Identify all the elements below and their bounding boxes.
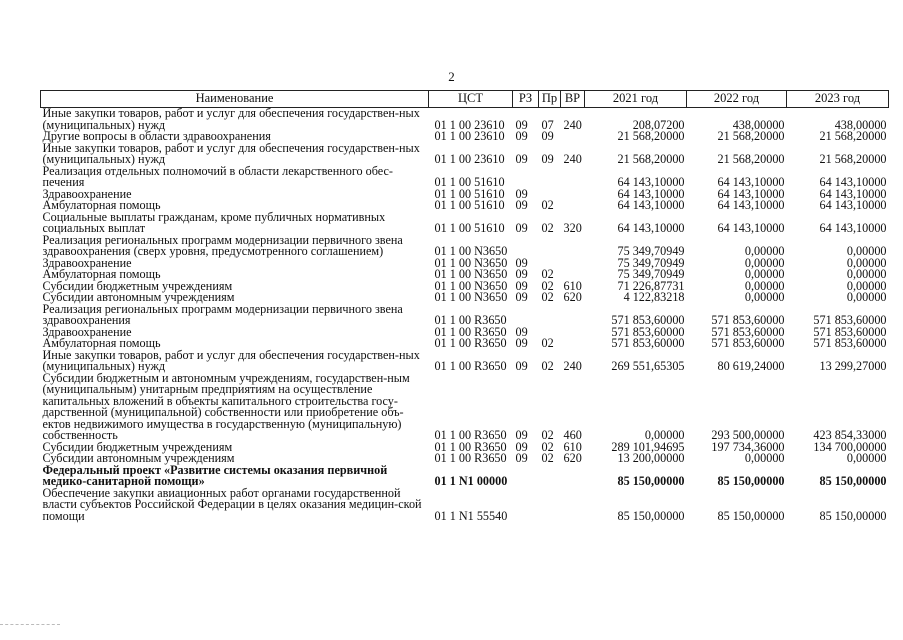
cell-y2023: 571 853,60000: [813, 313, 887, 327]
cell-vr: 620: [563, 290, 582, 304]
header-cst: ЦСТ: [429, 91, 513, 108]
cell-y2022: 0,00000: [744, 244, 785, 258]
cell-y2021: 21 568,20000: [617, 129, 685, 143]
cell-pr: [539, 465, 561, 488]
cell-vr: [561, 488, 585, 523]
cell-pr: 09: [541, 152, 554, 166]
cell-y2023: 64 143,10000: [819, 198, 887, 212]
cell-y2021: 75 349,70949: [617, 267, 685, 281]
cell-y2023: 438,00000: [834, 117, 887, 132]
cell-pr: 02: [541, 336, 554, 350]
cell-cst: 01 1 00 N3650: [434, 267, 508, 281]
page-edge-mark: [0, 624, 60, 625]
cell-vr: 460: [563, 428, 582, 442]
budget-table: [40, 90, 889, 522]
cell-vr: [561, 189, 585, 201]
cell-rz: 09: [515, 129, 528, 143]
cell-y2022: 85 150,00000: [717, 508, 785, 523]
cell-rz: 09: [515, 451, 528, 465]
cell-rz: [513, 235, 539, 258]
cell-y2021: 64 143,10000: [617, 221, 685, 235]
cell-cst: 01 1 00 R3650: [434, 336, 507, 350]
cell-y2021: 21 568,20000: [617, 152, 685, 166]
cell-y2023: 64 143,10000: [819, 175, 887, 189]
cell-y2022: 571 853,60000: [711, 336, 785, 350]
cell-rz: 09: [515, 186, 528, 201]
cell-y2021: 289 101,94695: [611, 439, 685, 454]
cell-y2023: 571 853,60000: [813, 324, 887, 339]
cell-y2022: 197 734,36000: [711, 439, 785, 454]
table-row: [41, 373, 889, 442]
cell-rz: 09: [515, 324, 528, 339]
cell-rz: 09: [515, 117, 528, 132]
cell-cst: 01 1 00 R3650: [434, 428, 507, 442]
cell-name: Реализация региональных программ модернизации первичного звена здравоохранения (сверх уровня, предусмотренного соглашением): [42, 232, 403, 258]
cell-cst: 01 1 00 R3650: [434, 451, 507, 465]
cell-cst: 01 1 00 N3650: [434, 290, 508, 304]
cell-y2021: 269 551,65305: [611, 359, 685, 373]
cell-y2023: 423 854,33000: [813, 428, 887, 442]
cell-rz: [513, 465, 539, 488]
cell-cst: 01 1 00 R3650: [434, 324, 507, 339]
cell-rz: 09: [515, 359, 528, 373]
cell-pr: 02: [541, 439, 554, 454]
cell-y2023: 13 299,27000: [819, 359, 887, 373]
header-rz: РЗ: [513, 91, 539, 108]
cell-name: Здравоохранение: [42, 255, 132, 270]
table-row: [41, 143, 889, 166]
cell-y2021: 64 143,10000: [617, 175, 685, 189]
cell-cst: 01 1 00 51610: [434, 175, 505, 189]
cell-y2021: 208,07200: [632, 117, 685, 132]
cell-y2023: 0,00000: [846, 278, 887, 293]
cell-y2023: 0,00000: [846, 267, 887, 281]
cell-y2023: 0,00000: [846, 244, 887, 258]
cell-vr: [561, 465, 585, 488]
cell-name: Иные закупки товаров, работ и услуг для обеспечения государствен-ных (муниципальных) нужд: [42, 140, 420, 166]
cell-name: Субсидии автономным учреждениям: [42, 451, 235, 465]
cell-cst: 01 1 00 R3650: [434, 313, 507, 327]
cell-name: Реализация отдельных полномочий в области лекарственного обес-печения: [42, 163, 393, 189]
page-number: 2: [448, 69, 455, 84]
cell-cst: 01 1 00 51610: [434, 186, 505, 201]
cell-rz: 09: [515, 198, 528, 212]
cell-name: Здравоохранение: [42, 186, 132, 201]
cell-y2023: 0,00000: [846, 290, 887, 304]
cell-vr: [561, 166, 585, 189]
cell-y2023: 21 568,20000: [819, 129, 887, 143]
cell-y2021: 13 200,00000: [617, 451, 685, 465]
cell-name: Социальные выплаты гражданам, кроме публичных нормативных социальных выплат: [42, 209, 386, 235]
cell-cst: 01 1 N1 00000: [434, 474, 508, 488]
cell-vr: [561, 131, 585, 143]
table-body: [41, 108, 889, 523]
cell-y2022: 0,00000: [744, 278, 785, 293]
cell-y2021: 4 122,83218: [623, 290, 685, 304]
cell-rz: 09: [515, 152, 528, 166]
cell-vr: 610: [563, 439, 582, 454]
cell-cst: 01 1 00 23610: [434, 152, 505, 166]
cell-cst: 01 1 00 R3650: [434, 439, 507, 454]
cell-name: Реализация региональных программ модернизации первичного звена здравоохранения: [42, 301, 403, 327]
cell-vr: 610: [563, 278, 582, 293]
cell-y2021: 571 853,60000: [611, 324, 685, 339]
cell-y2022: 64 143,10000: [717, 198, 785, 212]
cell-y2021: 85 150,00000: [617, 508, 685, 523]
cell-vr: 620: [563, 451, 582, 465]
cell-vr: 320: [563, 221, 582, 235]
cell-cst: 01 1 00 51610: [434, 198, 505, 212]
cell-y2023: 85 150,00000: [819, 508, 887, 523]
cell-vr: 240: [563, 359, 582, 373]
cell-y2023: 0,00000: [846, 451, 887, 465]
cell-rz: 09: [515, 278, 528, 293]
cell-y2022: 64 143,10000: [717, 221, 785, 235]
cell-pr: 02: [541, 198, 554, 212]
table-row: [41, 108, 889, 132]
cell-y2022: 571 853,60000: [711, 324, 785, 339]
header-name: Наименование: [41, 91, 429, 108]
cell-pr: 02: [541, 278, 554, 293]
cell-vr: [561, 327, 585, 339]
cell-y2023: 64 143,10000: [819, 221, 887, 235]
cell-rz: 09: [515, 290, 528, 304]
cell-rz: [513, 304, 539, 327]
table-row: [41, 465, 889, 488]
cell-name: Другие вопросы в области здравоохранения: [42, 129, 271, 143]
cell-rz: [513, 488, 539, 523]
table-row: [41, 304, 889, 327]
cell-name: Иные закупки товаров, работ и услуг для обеспечения государствен-ных (муниципальных) нужд: [42, 106, 420, 132]
cell-y2021: 571 853,60000: [611, 336, 685, 350]
cell-pr: 02: [541, 267, 554, 281]
cell-vr: [561, 304, 585, 327]
cell-pr: [539, 304, 561, 327]
cell-y2022: 85 150,00000: [717, 474, 785, 488]
cell-pr: 07: [541, 117, 554, 132]
cell-cst: 01 1 00 N3650: [434, 255, 508, 270]
table-row: [41, 488, 889, 523]
table-header: [41, 91, 889, 108]
cell-y2021: 64 143,10000: [617, 198, 685, 212]
cell-y2021: 71 226,87731: [617, 278, 685, 293]
cell-y2021: 85 150,00000: [617, 474, 685, 488]
cell-name: Субсидии бюджетным учреждениям: [42, 278, 233, 293]
cell-y2022: 293 500,00000: [711, 428, 785, 442]
cell-pr: 09: [541, 129, 554, 143]
cell-y2021: 75 349,70949: [617, 244, 685, 258]
cell-cst: 01 1 00 23610: [434, 117, 505, 132]
cell-name: Субсидии автономным учреждениям: [42, 290, 235, 304]
cell-vr: [561, 258, 585, 270]
cell-name: Субсидии бюджетным и автономным учреждениям, государствен-ным (муниципальным) унитарным предприятиям на осуществление капитальных вложений в объекты капитального строительства госу-дарственной (муниципальной) собственности или приобретение объ-ектов недвижимого имущества в государственную (муниципальную) собственность: [42, 370, 410, 442]
cell-pr: [539, 166, 561, 189]
cell-y2022: 64 143,10000: [717, 175, 785, 189]
cell-rz: 09: [515, 428, 528, 442]
cell-cst: 01 1 00 N3650: [434, 278, 508, 293]
cell-name: Обеспечение закупки авиационных работ органами государственной власти субъектов Российской Федерации в целях оказания медицин-ской помощи: [42, 485, 422, 523]
cell-rz: 09: [515, 439, 528, 454]
cell-rz: 09: [515, 267, 528, 281]
table-row: [41, 350, 889, 373]
cell-cst: 01 1 00 51610: [434, 221, 505, 235]
cell-pr: 02: [541, 221, 554, 235]
cell-cst: 01 1 N1 55540: [434, 508, 508, 523]
cell-rz: 09: [515, 336, 528, 350]
cell-y2022: 21 568,20000: [717, 129, 785, 143]
cell-name: Амбулаторная помощь: [42, 198, 161, 212]
cell-y2023: 134 700,00000: [813, 439, 887, 454]
header-2022: 2022 год: [687, 91, 787, 108]
cell-y2022: 0,00000: [744, 290, 785, 304]
cell-vr: [561, 338, 585, 350]
cell-pr: 02: [541, 451, 554, 465]
cell-vr: [561, 200, 585, 212]
cell-name: Федеральный проект «Развитие системы оказания первичной медико-санитарной помощи»: [42, 462, 388, 488]
table-row: [41, 166, 889, 189]
cell-name: Иные закупки товаров, работ и услуг для обеспечения государствен-ных (муниципальных) нужд: [42, 347, 420, 373]
cell-y2023: 64 143,10000: [819, 186, 887, 201]
cell-y2023: 85 150,00000: [819, 474, 887, 488]
cell-y2022: 571 853,60000: [711, 313, 785, 327]
cell-pr: 02: [541, 290, 554, 304]
cell-vr: 240: [563, 152, 582, 166]
cell-pr: 02: [541, 359, 554, 373]
cell-y2023: 0,00000: [846, 255, 887, 270]
cell-y2021: 75 349,70949: [617, 255, 685, 270]
cell-pr: 02: [541, 428, 554, 442]
cell-cst: 01 1 00 N3650: [434, 244, 508, 258]
header-2023: 2023 год: [787, 91, 889, 108]
cell-y2023: 21 568,20000: [819, 152, 887, 166]
cell-y2022: 21 568,20000: [717, 152, 785, 166]
cell-name: Здравоохранение: [42, 324, 132, 339]
cell-y2022: 0,00000: [744, 255, 785, 270]
cell-y2022: 80 619,24000: [717, 359, 785, 373]
cell-name: Амбулаторная помощь: [42, 267, 161, 281]
cell-y2022: 438,00000: [732, 117, 785, 132]
header-pr: Пр: [539, 91, 561, 108]
table-row: [41, 235, 889, 258]
cell-name: Амбулаторная помощь: [42, 336, 161, 350]
cell-pr: [539, 488, 561, 523]
cell-rz: 09: [515, 221, 528, 235]
cell-y2022: 0,00000: [744, 451, 785, 465]
table-row: [41, 212, 889, 235]
header-2021: 2021 год: [585, 91, 687, 108]
cell-cst: 01 1 00 23610: [434, 129, 505, 143]
cell-y2022: 64 143,10000: [717, 186, 785, 201]
cell-vr: [561, 235, 585, 258]
cell-y2021: 571 853,60000: [611, 313, 685, 327]
cell-pr: [539, 235, 561, 258]
cell-name: Субсидии бюджетным учреждениям: [42, 439, 233, 454]
cell-y2023: 571 853,60000: [813, 336, 887, 350]
cell-rz: 09: [515, 255, 528, 270]
cell-vr: 240: [563, 117, 582, 132]
cell-cst: 01 1 00 R3650: [434, 359, 507, 373]
cell-y2021: 64 143,10000: [617, 186, 685, 201]
header-vr: ВР: [561, 91, 585, 108]
cell-y2022: 0,00000: [744, 267, 785, 281]
cell-rz: [513, 166, 539, 189]
cell-y2021: 0,00000: [644, 428, 685, 442]
